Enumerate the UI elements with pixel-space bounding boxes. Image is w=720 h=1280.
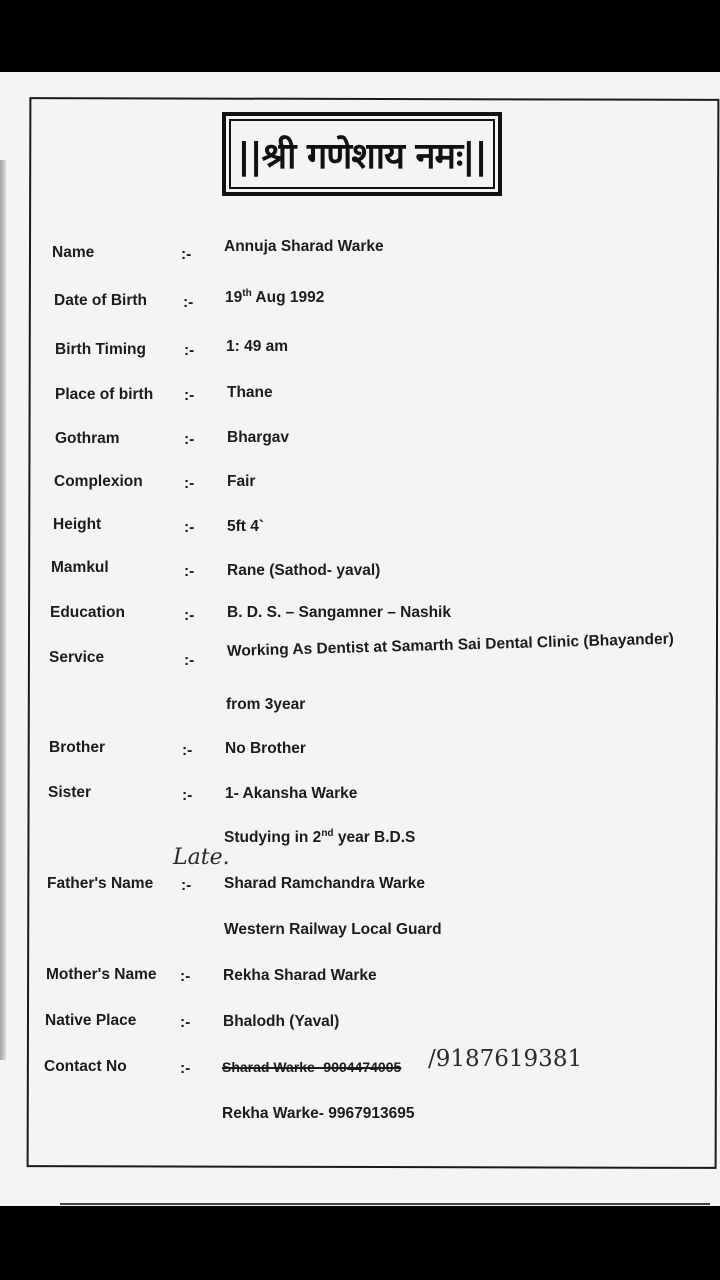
label-education: Education bbox=[50, 604, 125, 621]
label-service: Service bbox=[49, 649, 105, 666]
label-birth-timing: Birth Timing bbox=[55, 341, 146, 358]
value-complexion: Fair bbox=[227, 473, 256, 490]
value-service-duration: from 3year bbox=[226, 696, 306, 713]
label-place-of-birth: Place of birth bbox=[55, 386, 154, 403]
separator: :- bbox=[184, 387, 195, 404]
label-fathers-name: Father's Name bbox=[47, 875, 154, 892]
sister-study-post: year B.D.S bbox=[333, 829, 416, 847]
separator: :- bbox=[184, 607, 195, 624]
value-service: Working As Dentist at Samarth Sai Dental Clinic (Bhayander) bbox=[226, 630, 675, 660]
handwritten-late-note: Late. bbox=[173, 845, 230, 870]
value-brother: No Brother bbox=[225, 740, 306, 757]
separator: :- bbox=[184, 652, 195, 669]
value-contact-2: Rekha Warke- 9967913695 bbox=[222, 1105, 415, 1122]
bottom-black-bar bbox=[0, 1206, 720, 1280]
separator: :- bbox=[181, 246, 192, 263]
top-black-bar bbox=[0, 0, 720, 72]
value-sister-study bbox=[224, 828, 415, 847]
value-place-of-birth: Thane bbox=[227, 384, 273, 401]
value-fathers-name: Sharad Ramchandra Warke bbox=[224, 875, 426, 892]
value-native-place: Bhalodh (Yaval) bbox=[223, 1013, 340, 1030]
title-box bbox=[222, 112, 502, 196]
label-mothers-name: Mother's Name bbox=[46, 966, 157, 983]
label-sister: Sister bbox=[48, 784, 92, 801]
value-name: Annuja Sharad Warke bbox=[224, 238, 384, 255]
separator: :- bbox=[184, 342, 195, 359]
value-gothram: Bhargav bbox=[227, 429, 290, 446]
value-education: B. D. S. – Sangamner – Nashik bbox=[227, 604, 451, 621]
separator: :- bbox=[184, 519, 195, 536]
paper-edge bbox=[0, 160, 6, 1060]
separator: :- bbox=[180, 1014, 191, 1031]
value-height: 5ft 4` bbox=[227, 518, 265, 535]
label-mamkul: Mamkul bbox=[51, 559, 109, 576]
separator: :- bbox=[181, 877, 192, 894]
value-birth-timing: 1: 49 am bbox=[226, 338, 289, 355]
dob-rest: Aug 1992 bbox=[251, 289, 325, 307]
dob-day: 19 bbox=[225, 289, 243, 307]
label-brother: Brother bbox=[49, 739, 105, 756]
label-native-place: Native Place bbox=[45, 1012, 137, 1029]
bottom-edge-line bbox=[60, 1203, 710, 1205]
value-date-of-birth bbox=[225, 288, 324, 307]
separator: :- bbox=[182, 742, 193, 759]
value-mamkul: Rane (Sathod- yaval) bbox=[227, 562, 381, 579]
label-contact-no: Contact No bbox=[44, 1058, 127, 1075]
value-fathers-occupation: Western Railway Local Guard bbox=[224, 921, 442, 938]
label-date-of-birth: Date of Birth bbox=[54, 292, 147, 309]
handwritten-contact-number: /9187619381 bbox=[428, 1046, 583, 1072]
separator: :- bbox=[184, 431, 195, 448]
value-mothers-name: Rekha Sharad Warke bbox=[223, 967, 377, 984]
value-sister: 1- Akansha Warke bbox=[225, 785, 358, 802]
page-title: ||श्री गणेशाय नमः|| bbox=[237, 135, 487, 177]
label-name: Name bbox=[52, 244, 95, 261]
sister-study-pre: Studying in 2 bbox=[224, 829, 322, 847]
separator: :- bbox=[182, 787, 193, 804]
separator: :- bbox=[180, 1060, 191, 1077]
label-complexion: Complexion bbox=[54, 473, 143, 490]
dob-sup: th bbox=[242, 288, 252, 299]
separator: :- bbox=[180, 968, 191, 985]
label-gothram: Gothram bbox=[55, 430, 120, 447]
value-contact-struck: Sharad Warke- 9004474005 bbox=[222, 1059, 402, 1075]
sister-study-sup: nd bbox=[321, 828, 334, 839]
separator: :- bbox=[184, 475, 195, 492]
separator: :- bbox=[183, 294, 194, 311]
separator: :- bbox=[184, 563, 195, 580]
label-height: Height bbox=[53, 516, 102, 533]
